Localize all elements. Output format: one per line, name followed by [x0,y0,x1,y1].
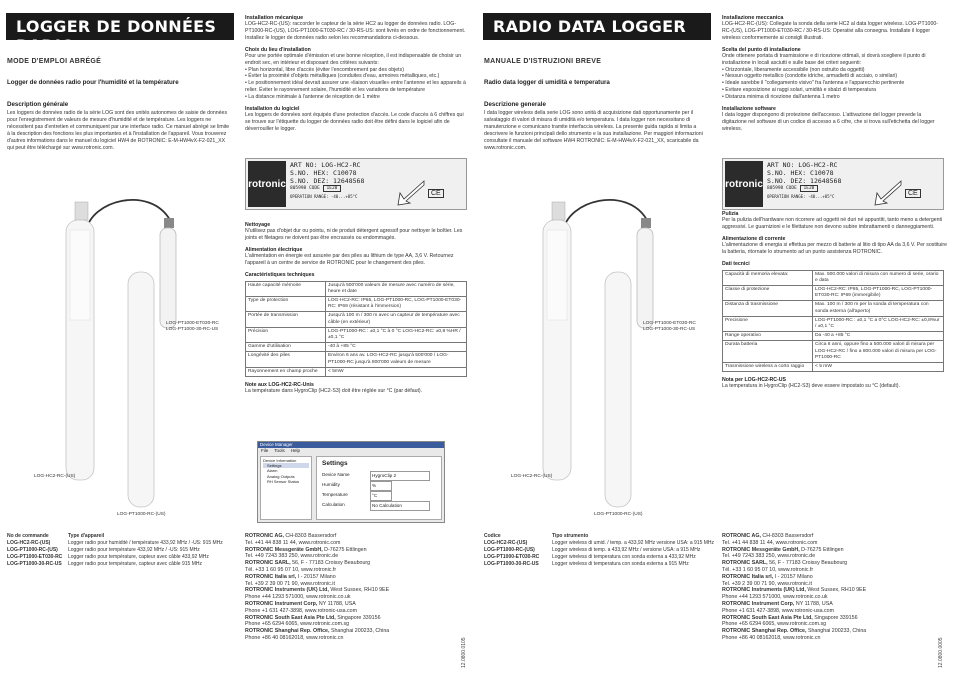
logiciel-text-fr: Les loggers de données sont équipés d'une protection d'accès. Le code d'accès à 6 chiffres qui se trouve sur l'étiquette du logger de données radio doit être défini dans le logiciel afin de déverrouiller le logger. [245,112,464,132]
alim-text-fr: L'alimentation en énergie est assurée par des piles au lithium de type AA, 3,6 V. Retournez l'appareil à un centre de service de ROTRONIC pour le changement des piles. [245,252,454,266]
contact-line: ROTRONIC SARL, 56, F - 77183 Croissy Beaubourg [245,560,371,567]
lieu-title-fr: Choix du lieu d'installation [245,46,311,53]
product-illustration-fr [20,190,240,520]
list-item: • Éviter la proximité d'objets métalliques (conduites d'eau, armoires métalliques, etc.) [245,73,470,80]
note-title-it: Nota per LOG-HC2-RC-US [722,377,786,384]
contact-line: Phone +86 40 08162018, www.rotronic.cn [722,634,821,641]
lieu-text-fr: Pour une portée optimale d'émission et une bonne réception, il est indispensable de choisir un endroit sec, en intérieur et disposant des critères suivants: [245,52,462,66]
contact-line: ROTRONIC Shanghai Rep. Office, Shanghai 200233, China [722,628,867,635]
note-title-fr: Note aux LOG-HC2-RC-Unis [245,382,314,389]
order-codes-it: Codice Tipo strumento LOG-HC2-RC-(US) Logger wireless di umid. / temp. a 433,92 MHz versione USA: a 915 MHz LOG-PT1000-RC-(US) Logger wireless di temp. a 433,92 MHz / versione USA: a 915 MHz LOG-PT1000-ET030-RC Logger wireless di temperatura con sonda esterna a 433,92 MHz LOG-PT1000-30-RC-US Logger wireless di temperatura con sonda esterna a 915 MHz [484,533,715,567]
brand-logo: rotronic [248,161,286,207]
tech-title-it: Dati tecnici [722,260,750,267]
tree-item[interactable]: Analog Outputs [267,473,295,479]
contact-line: ROTRONIC Italia srl, I - 20157 Milano [245,573,336,580]
temperature-select[interactable]: °C [370,491,392,501]
table-row: LOG-HC2-RC-(US) Logger wireless di umid. / temp. a 433,92 MHz versione USA: a 915 MHz [484,539,715,546]
label-code-val: 1E20 [800,185,819,192]
logiciel-title-fr: Installation du logiciel [245,106,300,113]
desc-title-it: Descrizione generale [484,101,546,108]
label-sn-dez: S.NO. DEZ: 12648568 [767,177,842,185]
col2-fr [245,15,470,133]
table-row: LOG-PT1000-30-RC-US Logger radio pour température, capteur avec câble 915 MHz [7,560,202,567]
table-row: Longévité des piles Environ 6 ans av. LOG-HC2-RC jusqu'à 500'000 / LOG-PT1000-RC jusqu'à 800'000 valeurs de mesure [246,352,467,367]
menu-item[interactable]: Tools [274,448,285,453]
mode-fr: MODE D'EMPLOI ABRÉGÉ [7,58,102,65]
label-sn-dez: S.NO. DEZ: 12648568 [290,177,365,185]
list-item: • Le positionnement idéal devrait assurer une «liaison visuelle» entre l'antenne et les appareils à relier. Éviter le rayonnement solaire, l'humidité et les variations de température [245,80,470,94]
contact-line: Phone +44 1293 571000, www.rotronic.co.uk [245,594,351,601]
table-row: Classe di protezione LOG-HC2-RC: IP65, LOG-PT1000-RC, LOG-PT1000-ET030-RC: IP69 (immergibile) [723,286,944,301]
tree-item[interactable]: Device Information [263,458,297,463]
contact-line: Phone +1 631 427-3898, www.rotronic-usa.com [722,607,835,614]
label-et-it: LOG-PT1000-ET030-RC LOG-PT1000-30-RC-US [643,321,696,332]
desc-title-fr: Description générale [7,101,69,108]
contacts-fr [245,533,455,642]
device-name-input[interactable]: HygroClip 2 [370,471,430,481]
alim-title-it: Alimentazione di corrente [722,235,786,242]
doc-number-it: 12.0800.0005 [938,637,944,668]
nettoyage-text-fr: N'utilisez pas d'objet dur ou pointu, ni de produit détergent agressif pour nettoyer le boîtier. Les joints et filetages ne doivent pas être encrassés ou endommagés. [245,228,463,241]
doc-number-fr: 12.0800.0105 [461,637,467,668]
list-item: • Nessun oggetto metallico (condotte idriche, armadietti di acciaio, o similari) [722,73,946,80]
col2b-it [722,206,948,390]
table-row: Trasmissione wireless a corto raggio < 5 mW [723,363,944,372]
tree-item[interactable]: RH Sensor Status [267,478,300,484]
inst-meca-text-fr: LOG-HC2-RC-(US): raccorder le capteur de la série HC2 au logger de données radio. LOG-PT1000-RC-(US), LOG-PT1000-ET030-RC / 30-RS-US: sont livrés en ordre de fonctionnement. Installez le logger de données radio selon les recommandations ci-dessous. [245,21,466,41]
contact-line: ROTRONIC SARL, 56, F - 77183 Croissy Beaubourg [722,560,848,567]
lieu-list-fr [245,67,470,102]
table-row: Gamme d'utilisation -40 à +85 °C [246,343,467,352]
contact-line: Phone +44 1293 571000, www.rotronic.co.uk [722,594,828,601]
label-art: ART NO: LOG-HC2-RC [290,161,361,169]
table-row: Distanza di trasmissione Max. 100 m / 300 m per la sonda di temperatura con sonda esterna (all'aperto) [723,301,944,316]
subtitle-fr: Logger de données radio pour l'humidité et la température [7,79,179,86]
lieu-title-it: Scelta del punto di installazione [722,46,801,53]
contact-line: Phone +86 40 08162018, www.rotronic.cn [245,634,344,641]
window-title: Device Manager [258,442,444,448]
logiciel-title-it: Installazione software [722,106,776,113]
nettoyage-title-it: Pulizia [722,211,739,217]
contact-line: ROTRONIC South East Asia Pte Ltd, Singapore 339156 [245,614,381,621]
label-hc2-fr: LOG-HC2-RC-(US) [34,474,76,479]
banner-fr: LOGGER DE DONNÉES RADIO [6,13,234,40]
list-item: • Evitare esposizione ai raggi solari, umidità e sbalzi di temperatura [722,87,946,94]
label-sn-hex: S.NO. HEX: C10078 [290,169,357,177]
table-row: Capacità di memoria elevata: Max. 500.000 valori di misura con numero di serie, orario e data [723,270,944,285]
inst-meca-text-it: LOG-HC2-RC-(US): Collegate la sonda della serie HC2 al data logger wireless. LOG-PT1000-RC-(US), LOG-PT1000-ET030-RC / 30-RS-US: Operativi alla consegna. Installate il logger wireless conformemente ai consigli illustrati. [722,21,938,41]
settings-heading: Settings [322,460,348,467]
table-row: LOG-PT1000-ET030-RC Logger wireless di temperatura con sonda esterna a 433,92 MHz [484,553,696,560]
order-codes-fr: No de commande Type d'appareil LOG-HC2-RC-(US) Logger radio pour humidité / température 433,92 MHz / -US: 915 MHz LOG-PT1000-RC-(US) Logger radio pour température 433,92 MHz / -US: 915 MHz LOG-PT1000-ET030-RC Logger radio pour température, capteur avec câble 433,92 MHz LOG-PT1000-30-RC-US Logger radio pour température, capteur avec câble 915 MHz [7,533,239,568]
contact-line: Tel. +41 44 838 11 44, www.rotronic.com [245,539,341,546]
desc-text-fr: Les loggers de données radio de la série LOG sont des unités autonomes de saisie de données pour l'enregistrement de valeurs de mesure d'humidité et de température. Les loggers ne nécessitent pas d'entretien et communiquent par une interface radio. Ce manuel abrégé se limite à la description des fonctions les plus importantes et à l'installation de l'appareil. Vous trouverez d'autres informations dans le manuel du logiciel HW4 de ROTRONIC: E-M-HW4vX-F2-021_XX qui peut être téléchargé sur www.rotronic.com. [7,110,230,151]
arrow-icon [396,179,426,207]
contact-line: ROTRONIC Instrument Corp, NY 11788, USA [245,600,356,607]
alim-text-it: L'alimentazione di energia si effettua per mezzo di batterie al litio di tipo AA da 3,6 V. Per sostituire la batteria, ritornate lo strumento ad un punto assistenza ROTRONIC. [722,241,948,255]
label-code: 805998 CODE [290,186,320,191]
contact-line: ROTRONIC Instrument Corp, NY 11788, USA [722,600,833,607]
menu-item[interactable]: Help [290,448,301,453]
list-item: • Orizzontale, liberamente accessibile (non ostruito da oggetti) [722,67,946,74]
contact-line: Phone +1 631 427-3898, www.rotronic-usa.com [245,607,358,614]
table-row: LOG-PT1000-30-RC-US Logger wireless di temperatura con sonda esterna a 915 MHz [484,560,689,567]
tech-table-fr [245,281,467,377]
settings-panel: Settings Device Name HygroClip 2 Humidity % Temperature °C Calculation No Calculation [316,456,442,520]
label-hc2-it: LOG-HC2-RC-(US) [511,474,553,479]
lieu-list-it [722,67,946,102]
label-pt-fr: LOG-PT1000-RC-(US) [117,512,166,517]
note-text-fr: La température dans HygroClip (HC2-S3) doit être réglée sur °C (par défaut). [245,388,423,395]
label-pt-it: LOG-PT1000-RC-(US) [594,512,643,517]
tree-item[interactable]: Alarm [267,468,278,474]
inst-meca-title-fr: Installation mécanique [245,15,304,21]
humidity-select[interactable]: % [370,481,392,491]
ce-mark-icon: CE [905,189,921,198]
ce-mark-icon: CE [428,189,444,198]
contact-line: Tel. +41 44 838 11 44, www.rotronic.com [722,539,818,546]
table-row: LOG-PT1000-RC-(US) Logger radio pour température 433,92 MHz / -US: 915 MHz [7,546,200,553]
table-row: Precisione LOG-PT1000-RC : ±0,1 °C a 0°C LOG-HC2-RC: ±0,8%ur / ±0,1 °C [723,316,944,331]
contact-line: ROTRONIC AG, CH-8303 Bassersdorf [722,533,814,539]
contact-line: ROTRONIC Shanghai Rep. Office, Shanghai 200233, China [245,628,390,635]
brand-logo: rotronic [725,161,763,207]
label-code: 805998 CODE [767,186,797,191]
table-row: Rayonnement en champ proche < 5mW [246,367,467,376]
contact-line: ROTRONIC Italia srl, I - 20157 Milano [722,573,813,580]
nettoyage-text-it: Per la pulizia dell'hardware non ricorrere ad oggetti né duri né appuntiti, tanto meno a detergenti aggressivi. Le guarnizioni e le filettature non devono subire imbrattamenti o danneggiamenti. [722,217,943,230]
table-row: LOG-PT1000-ET030-RC Logger radio pour température, capteur avec câble 433,92 MHz [7,553,209,560]
alim-title-fr: Alimentation électrique [245,246,303,253]
contact-line: ROTRONIC Instruments (UK) Ltd, West Sussex, RH10 9EE [722,587,867,594]
subtitle-it: Radio data logger di umidità e temperatura [484,79,610,86]
lieu-text-it: Onde ottenere portata di trasmissione e di ricezione ottimali, si dovrà scegliere il punto di installazione in locali asciutti e sulle base dei criteri seguenti: [722,52,926,66]
label-range: OPERATION RANGE: -40...+85°C [290,194,358,199]
table-row: Range operativo Da -40 a +85 °C [723,332,944,341]
contact-line: Tel. +39 2 39 00 71 90, www.rotronic.it [722,580,812,587]
list-item: • Plan horizontal, libre d'accès (éviter l'encombrement par des objets) [245,67,470,74]
contact-line: ROTRONIC South East Asia Pte Ltd, Singapore 339156 [722,614,858,621]
contact-line: Phone +65 6294 6065, www.rotronic.com.sg [722,621,827,628]
table-row: Durata batteria Circa 6 anni, oppure fino a 500.000 valori di misura per LOG-HC2-RC / fino a 800.000 valori di misura per LOG-PT1000-RC [723,341,944,363]
table-row: Type de protection LOG-HC2-RC: IP65, LOG-PT1000-RC, LOG-PT1000-ET030-RC: IP69 (résistant à l'immersion) [246,297,467,312]
inst-meca-title-it: Installazione meccanica [722,15,784,21]
tree-panel [260,456,312,520]
software-window [257,441,445,523]
calculation-select[interactable]: No Calculation [370,501,430,511]
contact-line: Tel. +49 7243 383 250, www.rotronic.de [722,553,816,560]
menu-bar [258,448,444,454]
col2-it [722,15,946,133]
table-row: Portée de transmission Jusqu'à 100 m / 300 m avec un capteur de température avec câble (en extérieur) [246,312,467,327]
product-illustration-it [497,190,717,520]
table-row: Haute capacité mémoire Jusqu'à 500'000 valeurs de mesure avec numéro de série, heure et date [246,281,467,296]
device-label-it [722,158,944,210]
table-row: LOG-HC2-RC-(US) Logger radio pour humidité / température 433,92 MHz / -US: 915 MHz [7,539,223,546]
table-row: LOG-PT1000-RC-(US) Logger wireless di temp. a 433,92 MHz / versione USA: a 915 MHz [484,546,701,553]
desc-text-it: I data logger wireless della serie LOG sono unità di acquisizione dati opportunamente per il salvataggio di valori di misura di umidità e/o temperatura. I data logger non necessitano di manutenzione e comunicano tramite interfaccia wireless. La presente guida rapida si limita a descrivere le funzioni principali dello strumento e la sua installazione. Per maggiori informazioni consultate il manuale del software HW4 ROTRONIC: E-M-HW4vX-F2-021_XX, scaricabile da www.rotronic.com. [484,110,703,151]
table-row: Précision LOG-PT1000-RC : ±0,1 °C à 0 °C LOG-HC2-RC: ±0,8 %HR / ±0,1 °C [246,327,467,342]
label-sn-hex: S.NO. HEX: C10078 [767,169,834,177]
contact-line: Tél. +33 1 60 95 07 10, www.rotronic.fr [245,566,337,573]
menu-item[interactable]: File [261,448,269,453]
label-et-fr: LOG-PT1000-ET030-RC LOG-PT1000-30-RC-US [166,321,219,332]
label-code-val: 1E20 [323,185,342,192]
contacts-it [722,533,932,642]
banner-it: RADIO DATA LOGGER [483,13,711,40]
tree-item[interactable]: Settings [263,463,309,468]
contact-line: Tel. +49 7243 383 250, www.rotronic.de [245,553,339,560]
tech-table-it [722,270,944,373]
list-item: • Ideale sarebbe il "collegamento visivo" fra l'antenna e l'apparecchio pertinente [722,80,946,87]
tech-title-fr: Caractéristiques techniques [245,271,315,278]
label-range: OPERATION RANGE: -40...+85°C [767,194,835,199]
contact-line: ROTRONIC Messgeräte GmbH, D-76275 Ettlingen [722,546,844,553]
contact-line: Tél. +33 1 60 95 07 10, www.rotronic.fr [722,566,814,573]
mode-it: MANUALE D'ISTRUZIONI BREVE [484,58,602,65]
nettoyage-title-fr: Nettoyage [245,222,271,228]
note-text-it: La temperatura in HygroClip (HC2-S3) deve essere impostato su °C (default). [722,383,900,390]
label-art: ART NO: LOG-HC2-RC [767,161,838,169]
contact-line: Tel. +39 2 39 00 71 90, www.rotronic.it [245,580,335,587]
col2b-fr [245,217,470,395]
contact-line: ROTRONIC Messgeräte GmbH, D-76275 Ettlingen [245,546,367,553]
device-label-fr [245,158,467,210]
contact-line: Phone +65 6294 6065, www.rotronic.com.sg [245,621,350,628]
contact-line: ROTRONIC Instruments (UK) Ltd, West Sussex, RH10 9EE [245,587,390,594]
arrow-icon [873,179,903,207]
logiciel-text-it: I data logger dispongono di protezione dell'accesso. L'attivazione del logger prevede la digitazione nel software di un codice di accesso a 6 cifre, che si trova sull'etichetta del logger wireless. [722,112,935,132]
list-item: • La distance minimale à l'antenne de réception de 1 mètre [245,94,470,101]
contact-line: ROTRONIC AG, CH-8303 Bassersdorf [245,533,337,539]
list-item: • Distanza minima di ricezione dall'antenna 1 metro [722,94,946,101]
